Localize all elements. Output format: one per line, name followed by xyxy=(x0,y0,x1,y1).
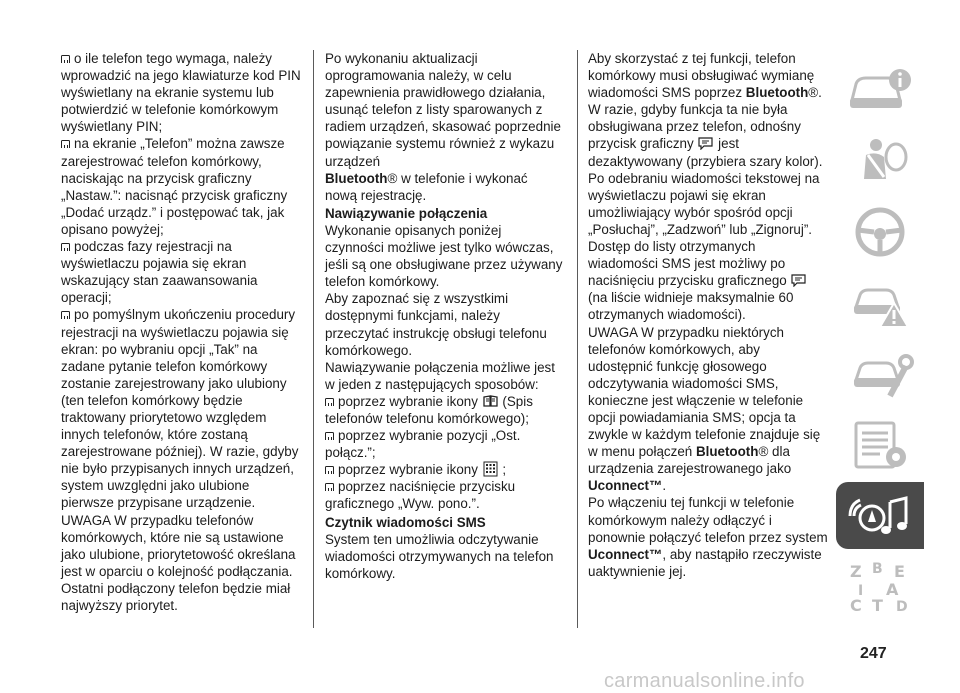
technical-data-list-icon xyxy=(846,417,914,473)
phonebook-icon xyxy=(483,394,498,408)
note-paragraph: UWAGA W przypadku niektórych telefonów komórkowych, aby udostępnić funkcję głosowego odczytywania wiadomości SMS, konieczne jest włączenie w telefonie opcji powiadamiania SMS; opcja ta zwykle w każdym telefonie znajduje się w menu połączeń Bluetooth® dla urządzenia zarejestrowanego jako Uconnect™. xyxy=(588,324,821,494)
bullet-icon xyxy=(61,55,70,63)
svg-text:C: C xyxy=(850,596,862,615)
paragraph: Aby skorzystać z tej funkcji, telefon komórkowy musi obsługiwać wymianę wiadomości SMS poprzez Bluetooth®. xyxy=(588,51,822,101)
bullet-item: poprzez naciśnięcie przycisku graficznego „Wyw. pono.”. xyxy=(325,479,516,512)
paragraph: Po włączeniu tej funkcji w telefonie komórkowym należy odłączyć i ponownie połączyć telefon przez system Uconnect™, aby nastąpiło rzeczywiste uaktywnienie jej. xyxy=(588,495,828,579)
bullet-icon xyxy=(325,483,334,491)
paragraph: Nawiązywanie połączenia możliwe jest w jeden z następujących sposobów: xyxy=(325,359,555,392)
column-divider xyxy=(577,50,578,628)
tab-maintenance[interactable] xyxy=(836,340,924,407)
car-info-icon xyxy=(846,62,914,118)
svg-text:B: B xyxy=(872,561,883,577)
tab-technical-data[interactable] xyxy=(836,411,924,478)
bullet-item: podczas fazy rejestracji na wyświetlaczu pojawia się ekran wskazujący stan zaawansowania operacji; xyxy=(61,239,258,306)
bullet-item: na ekranie „Telefon” można zawsze zarejestrować telefon komórkowy, naciskając na przycisk graficzny „Nastaw.”: nacisnąć przycisk graficzny „Dodać urządz.” i postępować tak, jak opisano powyżej; xyxy=(61,136,288,237)
bullet-icon xyxy=(61,243,70,251)
paragraph: Aby zapoznać się z wszystkimi dostępnymi funkcjami, należy przeczytać instrukcję obsługi telefonu komórkowego. xyxy=(325,291,547,358)
bullet-icon xyxy=(325,466,334,474)
svg-text:T: T xyxy=(872,596,883,615)
paragraph: Dostęp do listy otrzymanych wiadomości SMS jest możliwy po naciśnięciu przycisku graficznego (na liście widnieje maksymalnie 60 otrzymanych wiadomości). xyxy=(588,238,828,323)
bullet-item: poprzez wybranie ikony ; xyxy=(325,461,563,478)
tab-safety[interactable] xyxy=(836,127,924,194)
svg-text:A: A xyxy=(886,580,899,599)
tab-car-info[interactable] xyxy=(836,56,924,123)
sms-message-icon xyxy=(698,136,713,150)
bullet-icon xyxy=(325,398,334,406)
maintenance-wrench-icon xyxy=(846,346,914,402)
bullet-item: o ile telefon tego wymaga, należy wprowadzić na jego klawiaturze kod PIN wyświetlany na ekranie systemu lub potwierdzić w telefonie komórkowym wyświetlany PIN; xyxy=(61,51,301,135)
text-column-3 xyxy=(588,50,828,580)
bullet-icon xyxy=(325,432,334,440)
safety-belt-airbag-icon xyxy=(846,133,914,189)
sms-list-icon xyxy=(791,273,806,287)
svg-text:D: D xyxy=(896,599,908,615)
text-column-2 xyxy=(325,50,563,582)
bullet-item: poprzez wybranie pozycji „Ost. połącz.”; xyxy=(325,428,521,461)
paragraph: W razie, gdyby funkcja ta nie była obsługiwana przez telefon, odnośny przycisk graficzny jest dezaktywowany (przybiera szary kolor). xyxy=(588,102,823,169)
alphabetical-index-icon xyxy=(846,559,914,615)
multimedia-music-nav-icon xyxy=(846,488,914,544)
column-divider xyxy=(313,50,314,628)
tab-multimedia[interactable] xyxy=(836,482,924,549)
paragraph: System ten umożliwia odczytywanie wiadomości otrzymywanych na telefon komórkowy. xyxy=(325,531,554,581)
watermark: carmanualsonline.info xyxy=(604,670,805,692)
bullet-item: po pomyślnym ukończeniu procedury rejestracji na wyświetlaczu pojawia się ekran: po wybraniu opcji „Tak” na zadane pytanie telefon komórkowy zostanie zarejestrowany jako ulubiony (ten telefon komórkowy będzie traktowany priorytetowo względem innych telefonów, które zostaną zarejestrowane później). W razie, gdyby nie było przypisanych innych urządzeń, system uwzględni jako ulubione pierwsze przypisane urządzenie. xyxy=(61,307,299,511)
page-number: 247 xyxy=(860,645,887,662)
keypad-icon xyxy=(483,461,498,477)
bullet-item: poprzez wybranie ikony (Spis telefonów telefonu komórkowego); xyxy=(325,393,533,426)
chapter-tabs xyxy=(836,56,924,624)
tab-driving[interactable] xyxy=(836,198,924,265)
tab-index[interactable] xyxy=(836,553,924,620)
svg-text:I: I xyxy=(858,583,864,599)
note-paragraph: UWAGA W przypadku telefonów komórkowych, które nie są ustawione jako ulubione, priorytetowość określana jest w oparciu o kolejność podłączania. Ostatni podłączony telefon będzie miał najwyższy priorytet. xyxy=(61,512,296,613)
paragraph: Po wykonaniu aktualizacji oprogramowania należy, w celu zapewnienia prawidłowego działania, usunąć telefon z listy sparowanych z radiem urządzeń, skasować poprzednie powiązanie systemu również z wykazu urządzeń Bluetooth® w telefonie i wykonać nową rejestrację. xyxy=(325,51,561,203)
text-column-1 xyxy=(61,50,301,614)
bullet-icon xyxy=(61,140,70,148)
section-heading: Nawiązywanie połączenia xyxy=(325,205,488,221)
bullet-icon xyxy=(61,311,70,319)
steering-wheel-icon xyxy=(846,204,914,260)
svg-text:E: E xyxy=(894,562,905,581)
svg-text:Z: Z xyxy=(850,562,862,581)
tab-emergency[interactable] xyxy=(836,269,924,336)
warning-triangle-car-icon xyxy=(846,275,914,331)
section-heading: Czytnik wiadomości SMS xyxy=(325,514,486,530)
paragraph: Wykonanie opisanych poniżej czynności możliwe jest tylko wówczas, jeśli są one obsługiwane przez używany telefon komórkowy. xyxy=(325,222,563,290)
paragraph: Po odebraniu wiadomości tekstowej na wyświetlaczu pojawi się ekran umożliwiający wybór spośród opcji „Posłuchaj”, „Zadzwoń” lub „Zignoruj”. xyxy=(588,170,820,237)
